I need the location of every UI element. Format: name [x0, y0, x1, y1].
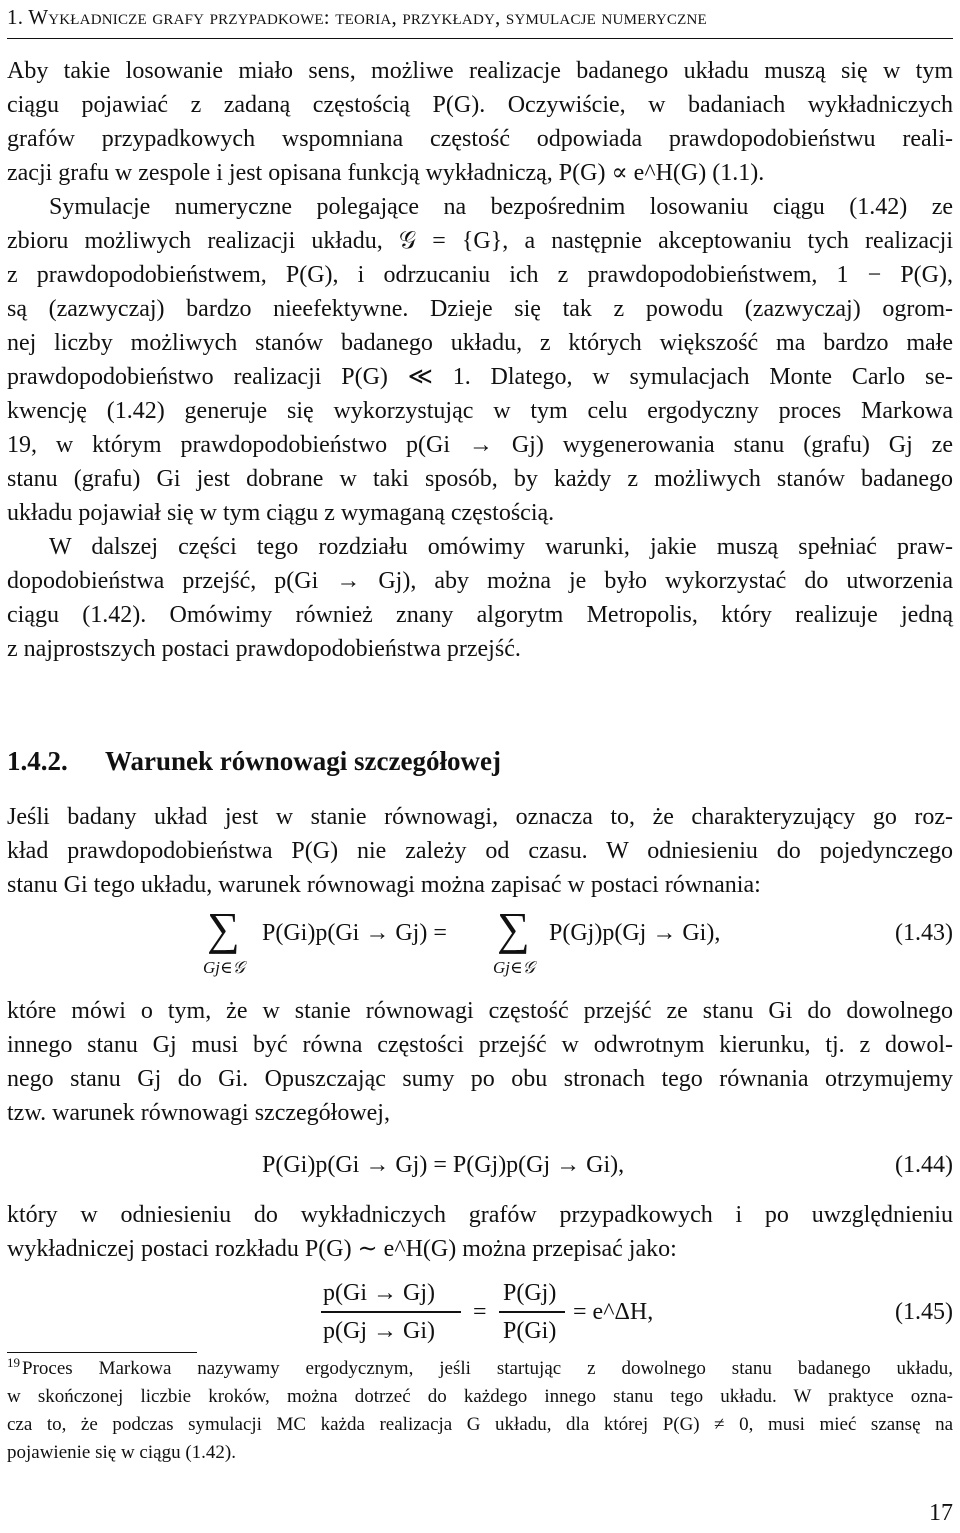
text-line: ciągu pojawiać z zadaną częstością P(G). Oczywiście, w badaniach wykładniczych — [7, 92, 953, 118]
document-page — [7, 0, 953, 1533]
footnote-rule — [7, 1352, 197, 1353]
text-line: nego stanu Gj do Gi. Opuszczając sumy po obu stronach tego równania otrzymujemy — [7, 1066, 953, 1092]
text-line: są (zazwyczaj) bardzo nieefektywne. Dzieje się tak z powodu (zazwyczaj) ogrom- — [7, 296, 953, 322]
text-line: który w odniesieniu do wykładniczych grafów przypadkowych i po uwzględnieniu — [7, 1202, 953, 1228]
sum-symbol: ∑ — [497, 903, 530, 954]
fraction-denominator: P(Gi) — [503, 1318, 557, 1344]
text-line: Symulacje numeryczne polegające na bezpośrednim losowaniu ciągu (1.42) ze — [49, 194, 953, 220]
text-line: Aby takie losowanie miało sens, możliwe realizacje badanego układu muszą się w tym — [7, 58, 953, 84]
text-line: z najprostszych postaci prawdopodobieństwa przejść. — [7, 636, 521, 662]
equation-tail: = e^ΔH, — [573, 1299, 654, 1325]
equation-rhs: P(Gj)p(Gj → Gi), — [549, 920, 721, 946]
sum-subscript: Gj∈𝒢 — [493, 958, 535, 977]
text-line: układu pojawiał się w tym ciągu z wymaganą częstością. — [7, 500, 555, 526]
text-line: prawdopodobieństwo realizacji P(G) ≪ 1. Dlatego, w symulacjach Monte Carlo se- — [7, 364, 953, 390]
section-heading — [7, 746, 501, 777]
footnote-mark: 19 — [7, 1355, 20, 1370]
footnote-line: w skończonej liczbie kroków, można dotrzeć do każdego innego stanu tego układu. W praktyce ozna- — [7, 1386, 953, 1407]
text-line: innego stanu Gj musi być równa częstości przejść w odwrotnym kierunku, tj. z dowol- — [7, 1032, 953, 1058]
running-header — [7, 0, 953, 39]
fraction-numerator: P(Gj) — [503, 1280, 557, 1306]
text-line: tzw. warunek równowagi szczegółowej, — [7, 1100, 390, 1126]
text-line: W dalszej części tego rozdziału omówimy warunki, jakie muszą spełniać praw- — [49, 534, 953, 560]
text-line: zbioru możliwych realizacji układu, 𝒢 = {G}, a następnie akceptowaniu tych realizacji — [7, 228, 953, 254]
sum-subscript: Gj∈𝒢 — [203, 958, 245, 977]
sum-symbol: ∑ — [207, 903, 240, 954]
equals-sign: = — [473, 1299, 487, 1325]
text-line: ciągu (1.42). Omówimy również znany algorytm Metropolis, który realizuje jedną — [7, 602, 953, 628]
section-number: 1.4.2. — [7, 746, 68, 776]
footnote-line: 19 Proces Markowa nazywamy ergodycznym, jeśli startując z dowolnego stanu badanego układu, — [22, 1356, 953, 1382]
text-line: stanu (grafu) Gi jest dobrane w taki sposób, by każdy z możliwych stanów badanego — [7, 466, 953, 492]
text-line: zacji grafu w zespole i jest opisana funkcją wykładniczą, P(G) ∝ e^H(G) (1.1). — [7, 160, 765, 186]
equation-number: (1.43) — [895, 920, 953, 946]
text-line: Jeśli badany układ jest w stanie równowagi, oznacza to, że charakteryzujący go roz- — [7, 804, 953, 830]
text-line: grafów przypadkowych wspomniana częstość odpowiada prawdopodobieństwu reali- — [7, 126, 953, 152]
text-line: które mówi o tym, że w stanie równowagi częstość przejść ze stanu Gi do dowolnego — [7, 998, 953, 1024]
text-line: kład prawdopodobieństwa P(G) nie zależy od czasu. W odniesieniu do pojedynczego — [7, 838, 953, 864]
fraction-bar — [321, 1311, 461, 1313]
text-line: stanu Gi tego układu, warunek równowagi można zapisać w postaci równania: — [7, 872, 761, 898]
equation-number: (1.44) — [895, 1152, 953, 1178]
section-title: Warunek równowagi szczegółowej — [105, 746, 501, 776]
equation-body: P(Gi)p(Gi → Gj) = P(Gj)p(Gj → Gi), — [262, 1152, 625, 1178]
text-line: 19, w którym prawdopodobieństwo p(Gi → Gj) wygenerowania stanu (grafu) Gj ze — [7, 432, 953, 458]
fraction-denominator: p(Gj → Gi) — [323, 1318, 435, 1344]
page-number: 17 — [929, 1500, 953, 1526]
fraction-numerator: p(Gi → Gj) — [323, 1280, 435, 1306]
footnote-line: pojawienie się w ciągu (1.42). — [7, 1442, 236, 1463]
text-line: dopodobieństwa przejść, p(Gi → Gj), aby można je było wykorzystać do utworzenia — [7, 568, 953, 594]
fraction-bar — [499, 1311, 565, 1313]
equation-lhs: P(Gi)p(Gi → Gj) = — [262, 920, 447, 946]
equation-number: (1.45) — [895, 1299, 953, 1325]
header-title: 1. Wykładnicze grafy przypadkowe: teoria, przykłady, symulacje numeryczne — [7, 5, 707, 29]
footnote-line: cza to, że podczas symulacji MC każda realizacja G układu, dla której P(G) ≠ 0, musi mieć szansę na — [7, 1414, 953, 1435]
text-line: wykładniczej postaci rozkładu P(G) ∼ e^H(G) można przepisać jako: — [7, 1236, 677, 1262]
text-line: nej liczby możliwych stanów badanego układu, z których większość ma bardzo małe — [7, 330, 953, 356]
text-line: kwencję (1.42) generuje się wykorzystując w tym celu ergodyczny proces Markowa — [7, 398, 953, 424]
text-line: z prawdopodobieństwem, P(G), i odrzucaniu ich z prawdopodobieństwem, 1 − P(G), — [7, 262, 953, 288]
